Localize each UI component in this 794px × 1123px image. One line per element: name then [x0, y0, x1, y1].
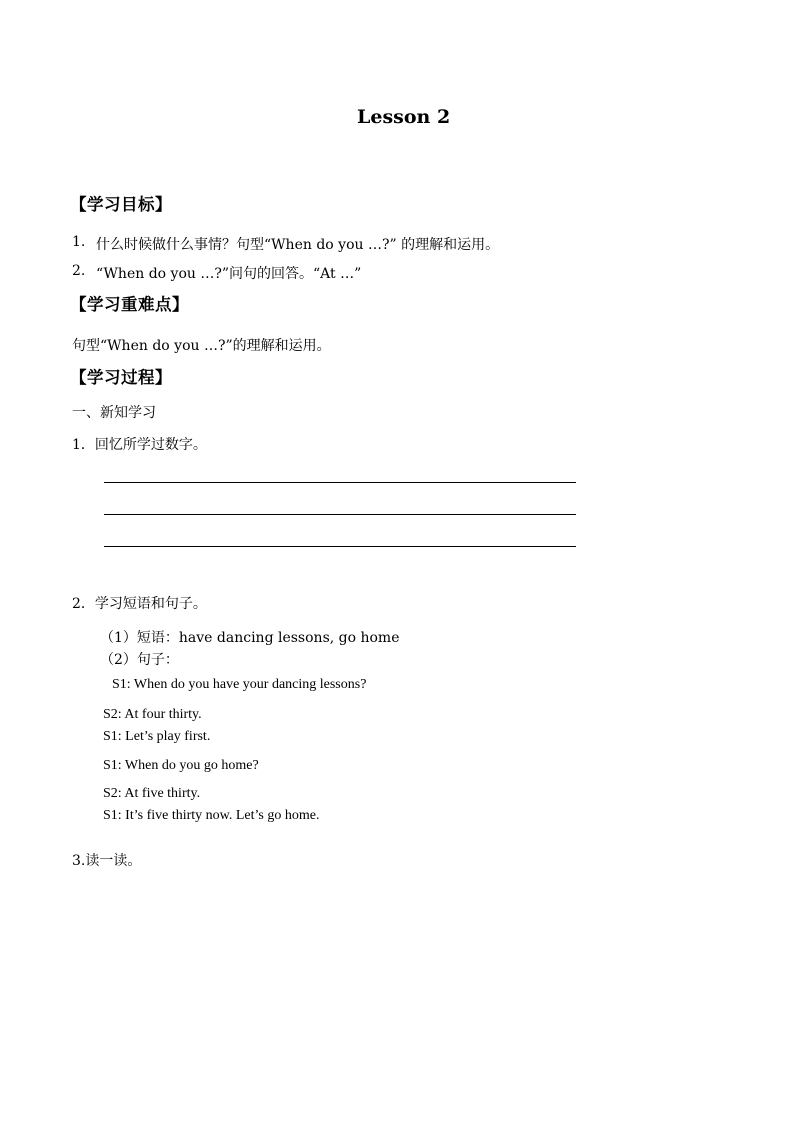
page-title: Lesson 2	[357, 106, 451, 128]
key-points-text: 句型“When do you …?”的理解和运用。	[72, 338, 331, 354]
phrases-line: （1）短语：have dancing lessons, go home	[100, 630, 400, 646]
objective-item-1-text: 什么时候做什么事情？句型“When do you …?” 的理解和运用。	[96, 237, 500, 253]
step-3-text: 3.读一读。	[72, 853, 142, 869]
answer-line-1	[104, 482, 576, 483]
dialogue-line-5: S2: At five thirty.	[103, 786, 201, 801]
answer-line-2	[104, 514, 576, 515]
dialogue-line-3: S1: Let’s play first.	[103, 729, 211, 744]
answer-line-3	[104, 546, 576, 547]
objective-item-2-text: “When do you …?”问句的回答。“At …”	[96, 266, 362, 282]
objectives-heading: 【学习目标】	[70, 195, 172, 214]
dialogue-line-1: S1: When do you have your dancing lessons?	[112, 677, 367, 692]
step-1-text: 1．回忆所学过数字。	[72, 437, 207, 453]
process-heading: 【学习过程】	[70, 368, 172, 387]
step-2-text: 2．学习短语和句子。	[72, 596, 207, 612]
sentences-label: （2）句子：	[100, 652, 179, 668]
dialogue-line-6: S1: It’s five thirty now. Let’s go home.	[103, 808, 320, 823]
objective-item-1-number: 1.	[72, 234, 86, 250]
dialogue-line-4: S1: When do you go home?	[103, 758, 259, 773]
key-points-heading: 【学习重难点】	[70, 295, 189, 314]
part-one-label: 一、新知学习	[72, 405, 156, 421]
objective-item-2-number: 2.	[72, 263, 86, 279]
dialogue-line-2: S2: At four thirty.	[103, 707, 202, 722]
